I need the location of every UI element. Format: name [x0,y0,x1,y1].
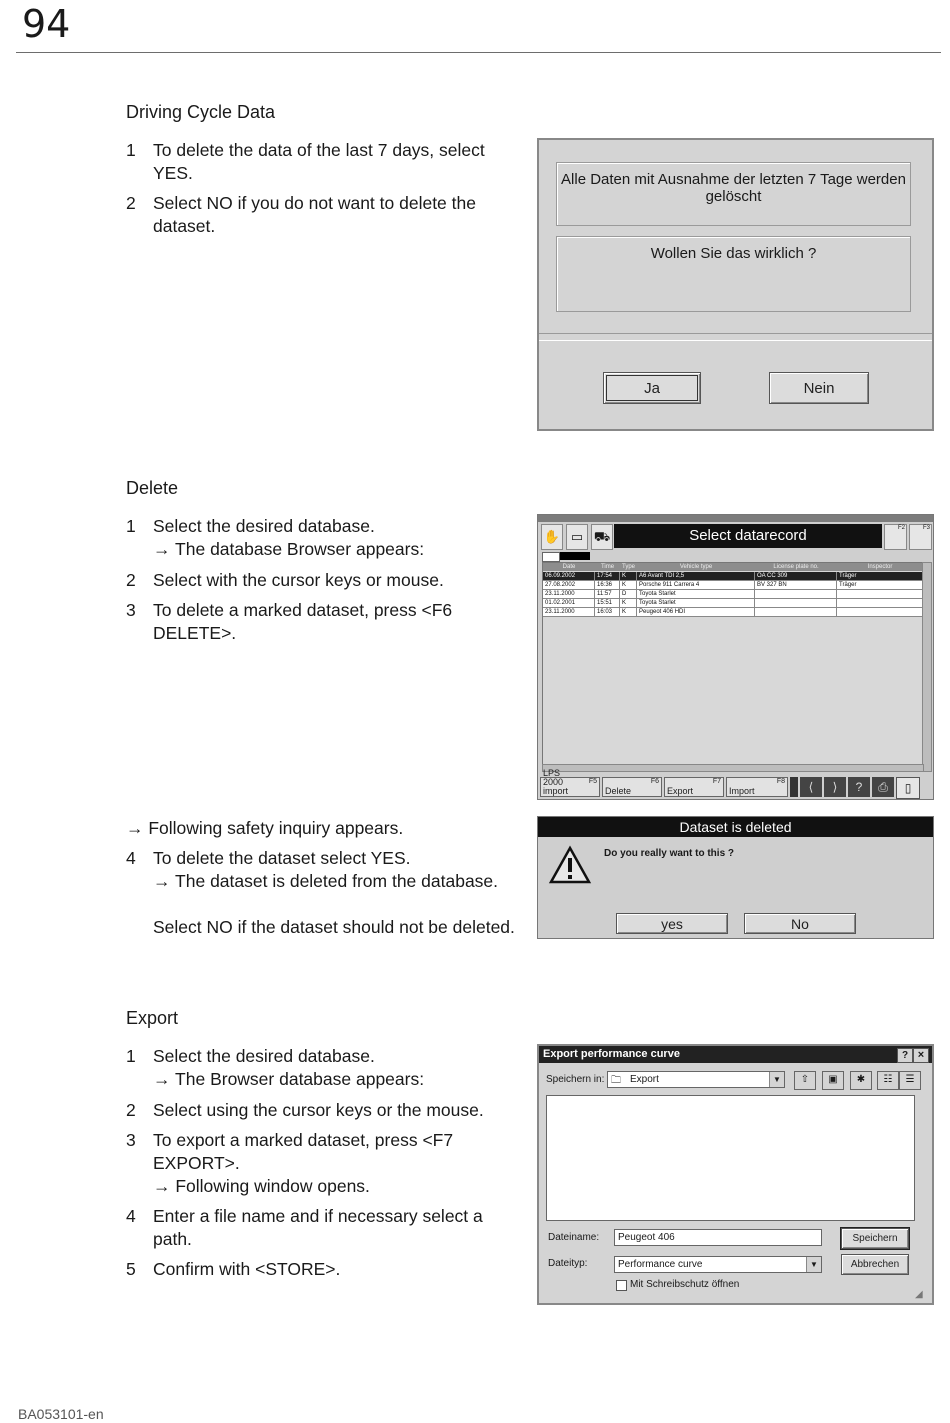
step-number: 4 [126,1206,136,1226]
step-number: 2 [126,570,136,590]
ja-button[interactable]: Ja [603,372,701,404]
col-date: Date [562,564,576,570]
document-code: BA053101-en [18,1406,104,1422]
table-cell: BV 327 BN [755,581,837,589]
table-cell [837,599,923,607]
table-cell: K [620,599,637,607]
dialog2-message: Do you really want to this ? [604,848,735,859]
page-number: 94 [22,2,71,46]
table-row[interactable] [543,581,923,590]
delete-step-4 [126,847,526,967]
filetype-select[interactable] [614,1256,822,1273]
step-number: 5 [126,1259,136,1279]
table-row[interactable] [543,572,923,581]
resize-grip-icon[interactable]: ◢ [915,1289,923,1300]
dialog2-title: Dataset is deleted [538,817,933,837]
function-key-bar [540,768,933,799]
table-cell: K [620,581,637,589]
table-cell: Träger [837,581,923,589]
table-cell [837,608,923,616]
col-inspector: Inspector [867,564,893,570]
warning-icon [548,845,592,885]
dialog-separator [539,333,932,341]
step-number: 4 [126,848,136,868]
fkey-label: Import [729,786,755,796]
step-result: → Following window opens. [153,1176,370,1196]
save-button[interactable]: Speichern [841,1228,909,1249]
table-cell: K [620,572,637,580]
step-note: Select NO if the dataset should not be deleted. [153,917,515,937]
browser-titlebar [538,515,933,522]
database-browser-screenshot [537,514,934,800]
step-text: Confirm with <STORE>. [153,1259,341,1279]
export-step-5 [126,1258,526,1281]
fkey-label: Delete [605,786,632,796]
fkey-number: F8 [776,778,785,785]
step-number: 3 [126,600,136,620]
step-text: To export a marked dataset, press <F7 EXPORT>. [153,1130,454,1173]
car-icon[interactable]: ⛟ [591,524,613,550]
step-text: Select the desired database. [153,1046,375,1066]
step-result: → The database Browser appears: [153,539,425,559]
step-text: To delete a marked dataset, press <F6 DELETE>. [153,600,453,643]
export-title: Export performance curve [539,1046,932,1063]
save-in-value: Export [630,1074,659,1085]
table-header [543,563,923,571]
nav-separator [790,777,798,797]
table-cell [755,590,837,598]
table-cell: 11:57 [595,590,620,598]
section-heading-delete: Delete [126,478,179,498]
browser-title: Select datarecord [614,524,882,548]
fkey-number: F5 [588,778,597,785]
step-result: → The dataset is deleted from the database. [153,871,499,891]
nein-button[interactable]: Nein [769,372,869,404]
header-rule [16,52,941,53]
dialog-question: Wollen Sie das wirklich ? [650,245,817,262]
step-text: Select NO if you do not want to delete the dataset. [153,193,476,236]
table-cell [755,599,837,607]
step-number: 2 [126,193,136,213]
f2-button[interactable] [884,524,907,550]
export-step-3 [126,1129,526,1198]
table-cell: 23.11.2000 [543,590,595,598]
new-folder-icon[interactable]: ✱ [850,1071,872,1090]
table-cell [837,590,923,598]
table-cell: 16:36 [595,581,620,589]
export-step-4 [126,1205,526,1251]
step-result: → The Browser database appears: [153,1069,425,1089]
table-cell: Toyota Starlet [637,599,755,607]
driving-step-2 [126,192,526,238]
delete-step-1 [126,515,526,561]
desktop-icon[interactable]: ▣ [822,1071,844,1090]
table-cell: 17:54 [595,572,620,580]
confirm-dialog-screenshot [537,138,934,431]
file-list[interactable] [546,1095,915,1221]
filter-field[interactable] [542,552,560,562]
f3-button[interactable] [909,524,932,550]
table-cell: Peugeot 406 HDI [637,608,755,616]
no-button[interactable]: No [744,913,856,934]
export-dialog-screenshot [537,1044,934,1305]
export-step-2 [126,1099,526,1122]
records-table [542,562,924,772]
f2-label: F2 [897,525,905,531]
fkey-number: F7 [712,778,721,785]
section-heading-driving: Driving Cycle Data [126,102,276,122]
exit-icon[interactable]: ▯ [896,777,920,799]
table-cell: Träger [837,572,923,580]
fkey-button-f5[interactable] [540,768,600,797]
first-icon[interactable]: ⟨ [800,777,822,797]
horizontal-scrollbar[interactable] [542,764,924,772]
export-step-1 [126,1045,526,1091]
table-body [543,572,923,617]
following-text: → Following safety inquiry appears. [126,818,404,838]
step-number: 2 [126,1100,136,1120]
filter-field-filled[interactable] [560,552,590,560]
browser-toolbar-right [884,524,932,550]
save-in-label: Speichern in: [546,1074,605,1085]
readonly-label: Mit Schreibschutz öffnen [630,1279,740,1290]
f3-label: F3 [922,525,930,531]
vertical-scrollbar[interactable] [922,562,932,772]
step-number: 1 [126,516,136,536]
step-text: Select the desired database. [153,516,375,536]
list-view-icon[interactable]: ☷ [877,1071,899,1090]
step-text: Select with the cursor keys or mouse. [153,570,444,590]
section-heading-export: Export [126,1008,179,1028]
dialog-message-box [556,162,911,226]
help-button[interactable]: ? [897,1048,913,1063]
filetype-value: Performance curve [618,1259,703,1270]
table-cell: 06.09.2002 [543,572,595,580]
table-cell: 16:03 [595,608,620,616]
table-row[interactable] [543,599,923,608]
table-cell: 27.08.2002 [543,581,595,589]
help-icon[interactable]: ? [848,777,870,797]
fkey-number: F6 [650,778,659,785]
browser-toolbar-left [541,524,613,550]
col-type: Type [621,564,635,570]
chevron-down-icon[interactable]: ▼ [769,1072,784,1087]
fkey-label: LPS 2000 import [543,768,569,796]
table-row[interactable] [543,590,923,599]
save-in-select[interactable] [607,1071,785,1088]
yes-button[interactable]: yes [616,913,728,934]
table-row[interactable] [543,608,923,617]
step-number: 3 [126,1130,136,1150]
step-text: To delete the data of the last 7 days, select YES. [153,140,485,183]
table-cell: A6 Avant TDI 2,5 [637,572,755,580]
filename-input[interactable]: Peugeot 406 [614,1229,822,1246]
fkey-label: Export [667,786,694,796]
table-cell [755,608,837,616]
col-time: Time [600,564,615,570]
nav-buttons [790,777,930,798]
folder-icon: 🗀 [611,1075,621,1086]
delete-step-2 [126,569,526,592]
details-view-icon[interactable]: ☰ [899,1071,921,1090]
fkey-button-f7[interactable] [664,777,724,797]
table-cell: Porsche 911 Carrera 4 [637,581,755,589]
hand-icon[interactable]: ✋ [541,524,563,550]
dataset-deleted-dialog-screenshot [537,816,934,939]
chevron-down-icon[interactable]: ▼ [806,1257,821,1272]
table-cell: D [620,590,637,598]
step-text: Enter a file name and if necessary select a path. [153,1206,483,1249]
table-cell: 01.02.2001 [543,599,595,607]
table-cell: 15:51 [595,599,620,607]
table-cell: OA CC 309 [755,572,837,580]
vehicle-icon[interactable]: ▭ [566,524,588,550]
step-number: 1 [126,140,136,160]
cancel-button[interactable]: Abbrechen [841,1254,909,1275]
step-number: 1 [126,1046,136,1066]
delete-step-3 [126,599,526,645]
table-cell: K [620,608,637,616]
table-cell: Toyota Starlet [637,590,755,598]
fkey-button-f8[interactable] [726,777,788,797]
readonly-checkbox[interactable] [616,1280,627,1291]
dialog-message: Alle Daten mit Ausnahme der letzten 7 Tage werden gelöscht [561,171,906,205]
print-icon[interactable]: ⎙ [872,777,894,797]
col-vehicle: Vehicle type [679,564,713,570]
table-cell: 23.11.2000 [543,608,595,616]
fkey-button-f6[interactable] [602,777,662,797]
delete-following [126,817,526,840]
up-folder-icon[interactable]: ⇧ [794,1071,816,1090]
step-text: Select using the cursor keys or the mouse. [153,1100,484,1120]
close-button[interactable]: × [913,1048,929,1063]
col-license: License plate no. [773,564,819,570]
filetype-label: Dateityp: [548,1258,588,1269]
next-icon[interactable]: ⟩ [824,777,846,797]
step-text: To delete the dataset select YES. [153,848,411,868]
driving-step-1 [126,139,526,185]
dialog-question-box [556,236,911,312]
filename-label: Dateiname: [548,1232,600,1243]
